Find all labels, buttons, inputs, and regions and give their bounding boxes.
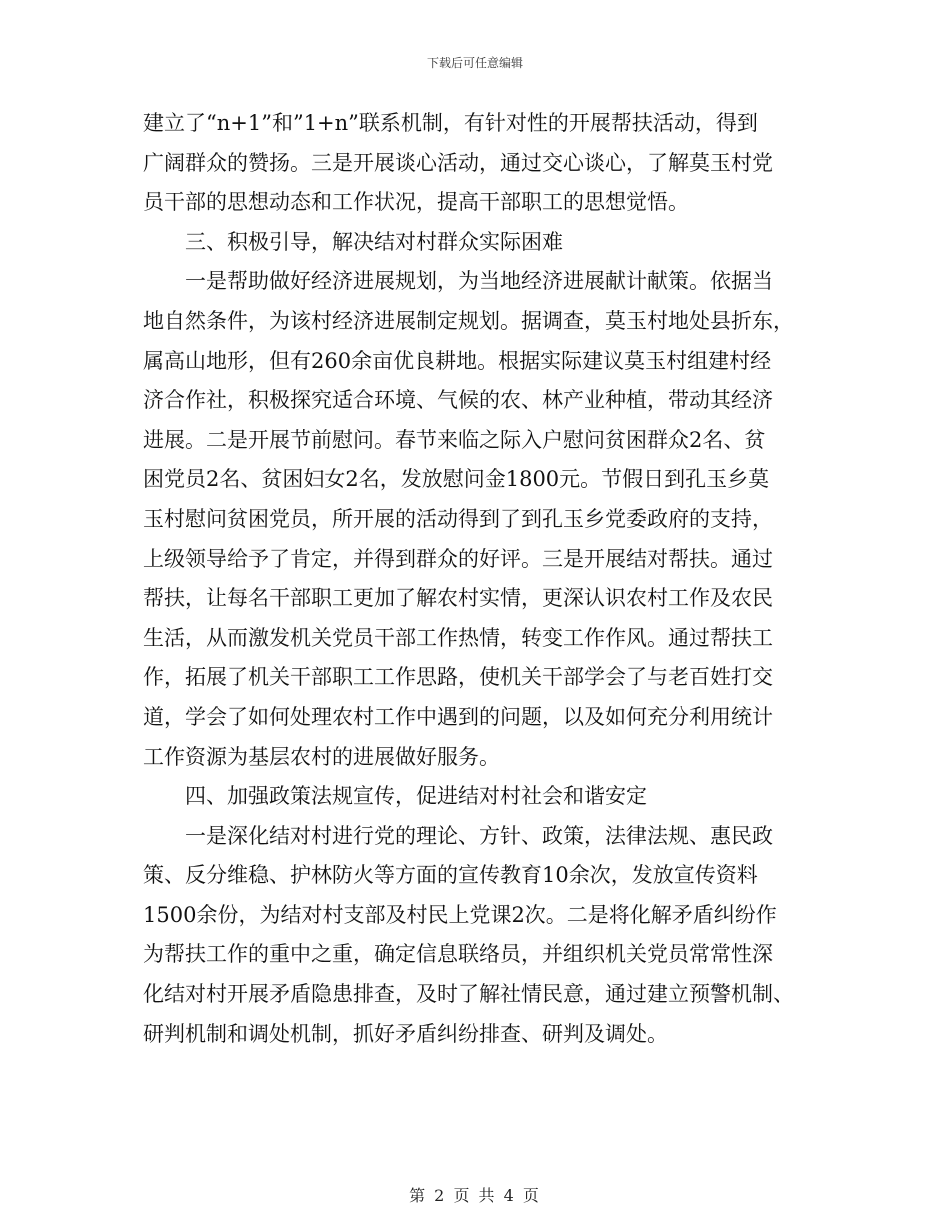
- text-line: 一是帮助做好经济进展规划，为当地经济进展献计献策。依据当: [185, 269, 773, 294]
- document-body: [143, 104, 807, 1054]
- text-line: 化结对村开展矛盾隐患排查，及时了解社情民意，通过建立预警机制、: [143, 982, 794, 1007]
- text-line: 进展。二是开展节前慰问。春节来临之际入户慰问贫困群众2名、贫: [143, 427, 766, 452]
- text-line: 上级领导给予了肯定，并得到群众的好评。三是开展结对帮扶。通过: [143, 546, 773, 571]
- text-line: 员干部的思想动态和工作状况，提高干部职工的思想觉悟。: [143, 190, 689, 215]
- text-line: 为帮扶工作的重中之重，确定信息联络员，并组织机关党员常常性深: [143, 942, 773, 967]
- text-line: 地自然条件，为该村经济进展制定规划。据调查，莫玉村地处县折东，: [143, 308, 794, 333]
- text-line: 玉村慰问贫困党员，所开展的活动得到了到孔玉乡党委政府的支持，: [143, 506, 773, 531]
- text-line: 困党员2名、贫困妇女2名，发放慰问金1800元。节假日到孔玉乡莫: [143, 467, 770, 492]
- text-line: 广阔群众的赞扬。三是开展谈心活动，通过交心谈心，了解莫玉村党: [143, 150, 773, 175]
- text-line: 建立了“n+1”和”1+n”联系机制，有针对性的开展帮扶活动，得到: [143, 111, 758, 135]
- text-line: 研判机制和调处机制，抓好矛盾纠纷排查、研判及调处。: [143, 1021, 668, 1046]
- text-line: 1500余份，为结对村支部及村民上党课2次。二是将化解矛盾纠纷作: [143, 902, 777, 927]
- text-line: 工作资源为基层农村的进展做好服务。: [143, 744, 500, 769]
- text-line: 属高山地形，但有260余亩优良耕地。根据实际建议莫玉村组建村经: [143, 348, 772, 373]
- page-footer: 第 2 页 共 4 页: [409, 1186, 541, 1205]
- text-line: 四、加强政策法规宣传，促进结对村社会和谐安定: [185, 784, 647, 809]
- text-line: 作，拓展了机关干部职工工作思路，使机关干部学会了与老百姓打交: [143, 665, 773, 690]
- text-line: 道，学会了如何处理农村工作中遇到的问题，以及如何充分利用统计: [143, 704, 773, 729]
- text-line: 三、积极引导，解决结对村群众实际困难: [185, 229, 563, 254]
- text-line: 策、反分维稳、护林防火等方面的宣传教育10余次，发放宣传资料: [143, 863, 758, 888]
- page-header: 下载后可任意编辑: [426, 56, 523, 70]
- text-line: 一是深化结对村进行党的理论、方针、政策，法律法规、惠民政: [185, 823, 773, 848]
- text-line: 生活，从而激发机关党员干部工作热情，转变工作作风。通过帮扶工: [143, 625, 773, 650]
- text-line: 帮扶，让每名干部职工更加了解农村实情，更深认识农村工作及农民: [143, 586, 773, 611]
- text-line: 济合作社，积极探究适合环境、气候的农、林产业种植，带动其经济: [143, 388, 773, 413]
